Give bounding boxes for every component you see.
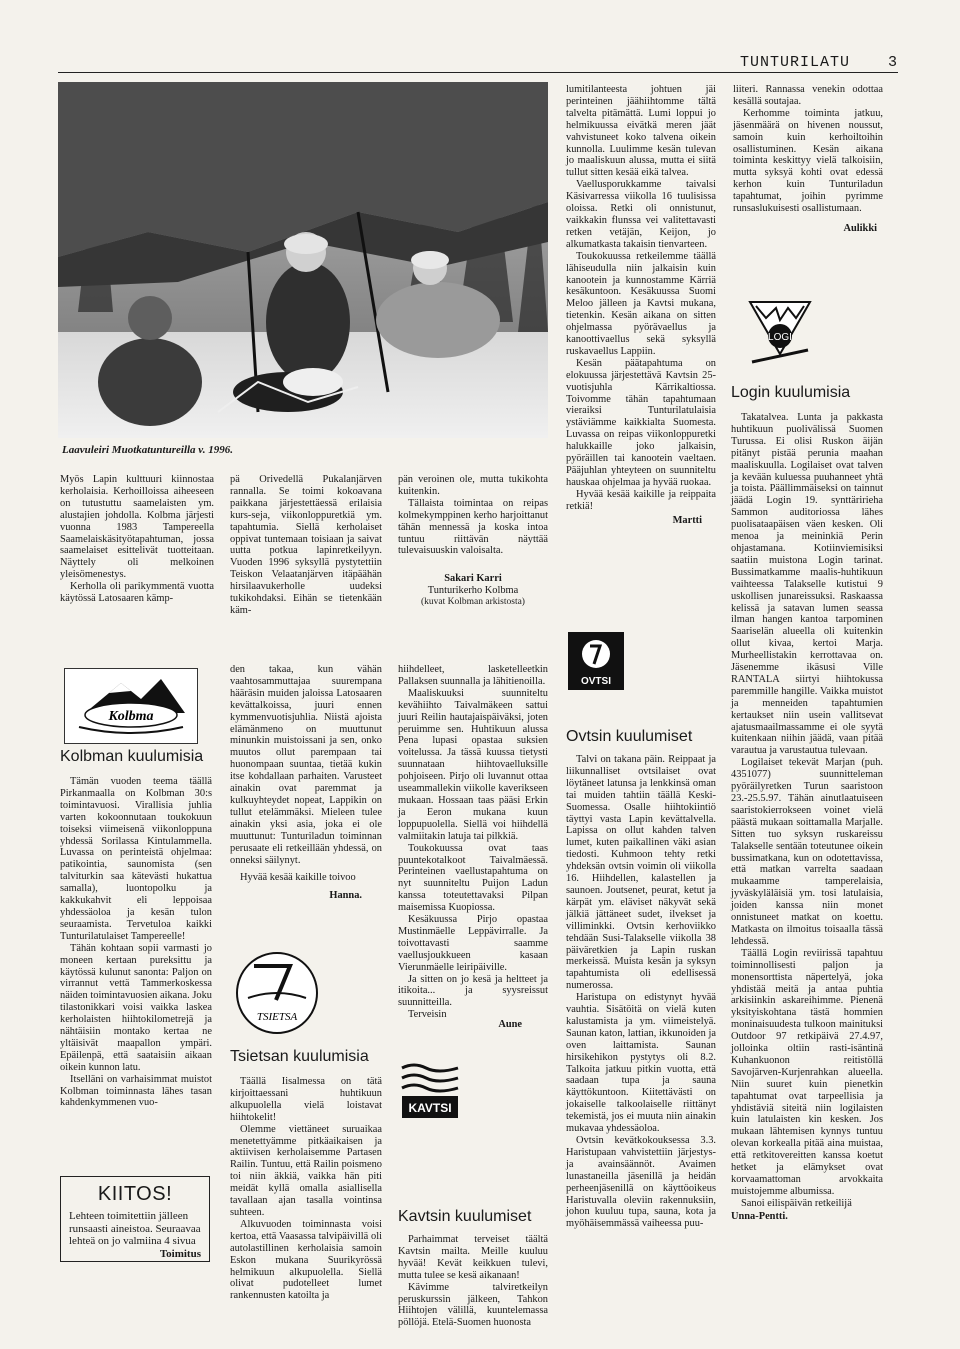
tsietsa-logo xyxy=(232,948,322,1038)
kolbma-heading: Kolbman kuulumisia xyxy=(60,748,204,765)
login-logo-icon xyxy=(742,296,818,368)
intro-column-1 xyxy=(60,474,214,605)
article-paragraph: Itselläni on varhaisimmat muistot Kolbman toiminnasta lähes tasan kahdenkymmenen vuo- xyxy=(60,1073,212,1109)
tsietsa-heading: Tsietsan kuulumisia xyxy=(230,1048,369,1065)
article-paragraph: Alkuvuoden toiminnasta voisi kertoa, että Vaasassa talvipäivillä oli autolastillinen kerholaisia samoin Eskon mukana Suurikyrössä helmikuun alkupuolella. Siellä olivat pudotelleet lumet rankennusten katoilta ja xyxy=(230,1218,382,1302)
publication-title: TUNTURILATU xyxy=(739,54,850,71)
intro-signature-title: Tunturikerho Kolbma xyxy=(427,585,519,597)
article-paragraph: lumitilanteesta johtuen jäi perinteinen jäähiihtomme tältä talvelta pitämättä. Lumi loppui jo helmikuussa eivätkä meren jäät vahvistuneet koko talvena oikein kunnolla. Luulimme kesän tulevan jo maaliskuun alussa, mutta ei siitä tullut sitten kesää eikä talvea. xyxy=(566,84,716,179)
intro-column-2 xyxy=(230,474,382,617)
kiitos-signature: Toimitus xyxy=(159,1247,201,1260)
intro-column-3 xyxy=(398,474,548,609)
article-signature: Hanna. xyxy=(329,890,362,902)
article-paragraph: Ja sitten on jo kesä ja heltteet ja itikoita... ja syysreissut suunnitteilla. xyxy=(398,973,548,1009)
article-paragraph: Kerhomme toiminta jatkuu, jäsenmäärä on hivenen noussut, samoin kuin kerhoiltoihin osallistuminen. Kesän aikana toiminta keskittyy vielä talkoisiin, mutta syksyä kohti ovat edessä kerhon kuin Tunturiladun tapahtumat, joihin pyrimme runsaslukuisesti osallistumaan. xyxy=(733,107,883,215)
kavtsi-logo-icon xyxy=(398,1060,462,1122)
article-signature: Unna-Pentti. xyxy=(731,1210,788,1222)
article-paragraph: Kesän päätapahtuma on elokuussa järjestettävä Kavtsin 25-vuotisjuhla Kärrikaltiossa. Toivomme tähän tapahtumaan vieraiksi Tunturilatulaisia ystäviämme kaikkialta Suomesta. Luvassa on reipas viikonloppuretki halukkaille joko jalkaisin, pyöräillen tai kanootein vaeltaen. Pääjuhlan yhteyteen on suunniteltu hauskaa ohjelmaa ja hyvää ruokaa. xyxy=(566,357,716,488)
article-paragraph: Toukokuussa ovat taas puuntekotalkoot Taivalmäessä. Perinteinen vaellustapahtuma on nyt suunniteltu Puijon Ladun kanssa toteutettavaksi Pilpan maisemissa Kuopiossa. xyxy=(398,842,548,914)
login-article xyxy=(731,412,883,1223)
article-paragraph: Tämän vuoden teema täällä Pirkanmaalla on Kolbman 30:s toimintavuosi. Virallisia juhlia varten kokoonnutaan toukokuun toiseksi viimeisenä viikonloppuna yhdessä Sorilassa Kintulammella. Luvassa on perinteistä ohjelmaa: patikointia, saunomista (sen talviturkin saa kätevästi hukattua samalla), luontopolku ja kakkukahvit eli leppoisaa yhdessäoloa ja kesän tulon seuraamista. Tervetuloa kaikki Tunturilatulaiset Tampereelle! xyxy=(60,776,212,942)
article-paragraph: hiihdelleet, lasketelleetkin Pallaksen suunnalla ja lähitienoilla. xyxy=(398,664,548,687)
photo-credit: (kuvat Kolbman arkistosta) xyxy=(421,597,525,608)
article-paragraph: Hyvää kesää kaikille ja reippaita retkiä! xyxy=(566,488,716,512)
article-paragraph: den takaa, kun vähän vaahtosammuttajaa suurempana hääräsin muiden jaloissa Latosaaren kevättalkoissa, juuri ennen kymmenvuotisjuhlia. Niistä ajoista elämänmeno on muuttunut minunkin muistoissani ja sen, onko muutos ollut parempaan tai huonompaan suuntaa, tietää kukin itse kohdallaan parhaiten. Varusteet ainakin ovat paremmat ja kulkuyhteydet nopeat, Lappikin on tullut etelämmäksi. Mieleen tulee ainakin yksi asia, joka ei ole muuttunut: Tunturiladun toiminnan perusaate eli retkeillään yhdessä, on onneksi säilynyt. xyxy=(230,664,382,866)
article-signature: Aune xyxy=(498,1019,522,1031)
ovtsi-continued-column xyxy=(733,84,883,235)
photo-caption: Laavuleiri Muotkatuntureilla v. 1996. xyxy=(62,444,234,456)
kiitos-heading: KIITOS! xyxy=(97,1183,173,1205)
intro-paragraph: pän veroinen ole, mutta tukikohta kuitenkin. xyxy=(398,474,548,497)
article-paragraph: Talvi on takana päin. Reippaat ja liikunnalliset ovtsilaiset ovat löytäneet latunsa ja lenkkinsä oman tai muiden tahtiin täällä Keski-Suomessa. Osalle hiihtokiintiö täyttyi vasta Lapin kevättalvella. Lapissa on ollut kahden talven lumet, kuten paikallinen väki asian tiedosti. Kuhmoon tehty retki yhdeksän ovtsin voimin oli viikolla 16. Hiihdellen, kalastellen ja saunoen. Joutsenet, peurat, ketut ja kärpät ym. eläviset näkyvät sekä jälkiä jättäneet sudet, ilvekset ja villiminkki. Ovtsin kerhoviikko tehdään Susi-Talakselle viikolla 38 päiväretkien ja Lapin ruskan merkeissä. Muista kesän ja syksyn tapahtumista oli edellisessä numerossa. xyxy=(566,754,716,992)
article-paragraph: Täällä Iisalmessa on tätä kirjoittaessani huhtikuun alkupuolella vielä loistavat hiihtokelit! xyxy=(230,1076,382,1123)
article-signature: Martti xyxy=(672,514,702,526)
intro-signature-name: Sakari Karri xyxy=(444,573,502,585)
kavtsi-continued-column xyxy=(566,84,716,527)
intro-paragraph: Tällaista toimintaa on reipas kolmekymppinen kerho harjoittanut tähän mennessä ja koska intoa tuntuu riittävän näyttää tulevaisuuskin valoisalta. xyxy=(398,497,548,557)
article-paragraph: Hyvää kesää kaikille toivoo xyxy=(240,872,356,884)
article-paragraph: Takatalvea. Lunta ja pakkasta huhtikuun puolivälissä Suomen Turussa. Ei olisi Ruskon äijän pitänyt pistää perunia maahan maaliskuulla. Logilaiset ovat talven ja kevään kuluessa puuhanneet yhtä ja toista. Päällimmäiseksi on tainnut jäädä Login 19. synttäririeha Sammon auditoriossa lähes puolisataapäisen väen kesken. Oli menoa ja meininkiä Perin ohjastamana. Kotiinviemisiksi saatiin muistona Login tarinat. Bussimatkamme maalis-huhtikuun vaihteessa Talakselle kutistui 9 uskollisen junareissuksi. Raskaassa kelissä ja satavan lumen seassa ilman hangen kantoa tarpominen Saariselän alueella oli kuitenkin ollut kivaa, kertoi Marja. Murheellistakin kerrottavaa on. Jäsenemme ikäsusi Ville RANTALA siirtyi hiihtokussa paremmille hangille. Vaikka muistot ja menneiden tapahtumien kertaukset niin usein vallitsevat ajatusmaailmassamme ei ole syytä kuitenkaan niihin jäädä, vaan pitää varautua ja varustautua tulevaan. xyxy=(731,412,883,757)
article-paragraph: Logilaiset tekevät Marjan (puh. 4351077) suunnitteleman pyöräilyretken Turun saaristoon 23.-25.5.97. Tähän ainutlaatuiseen saaristokierrokseen voinet vielä päästä mukaan soittamalla Marjalle. Sitten tuo syksyn ruskareissu Talakselle sentään toteutunee oikein bussimatkana, kun on odotettavissa, että matkan varrelta saadaan mukaamme tamperelaisia, jyväskyläläisiä ym. tosi latulaisia, joiden kanssa niin monet onnistuneet matkat on koettu. Matkasta on ilmoitus toisaalla tässä lehdessä. xyxy=(731,757,883,947)
kolbma-logo-text: Kolbma xyxy=(108,709,154,724)
kavtsi-logo xyxy=(398,1060,462,1122)
intro-paragraph: Kerholla oli parikymmentä vuotta käytössä Latosaaren kämp- xyxy=(60,581,214,605)
article-paragraph: Vaellusporukkamme taivalsi Käsivarressa viikolla 16 tuulisissa oloissa. Retki oli onnistunut, vaikkakin flunssa vei valitettavasti retken vetäjän, Keijon, jo alkumatkasta takaisin tienvarteen. xyxy=(566,179,716,250)
kavtsi-logo-text: KAVTSI xyxy=(408,1101,452,1115)
kolbma-article xyxy=(60,776,212,1109)
page-number: 3 xyxy=(887,54,898,71)
article-paragraph: Toukokuussa retkeilemme täällä lähiseudulla niin jalkaisin kuin kanootein ja kunnostamme Kärriä kesäkuntoon. Kesäkuussa Suomi Meloo jälleen ja Kavtsi mukana, tietenkin. Kesän aikana on sitten ohjelmassa pyörävaellus ja kanoottivaellus sekä syksyllä ruskavaellus Lappiin. xyxy=(566,250,716,357)
ovtsi-heading: Ovtsin kuulumiset xyxy=(566,728,693,745)
article-paragraph: Kävimme talviretkeilyn peruskurssin jälkeen, Tahkon Hiihtojen välillä, kuuntelemassa pöllöjä. Etelä-Suomen huonosta xyxy=(398,1281,548,1329)
intro-paragraph: Myös Lapin kulttuuri kiinnostaa kerholaisia. Kerhoilloissa aiheeseen on tutustuttu saamelaisten ym. alustajien johdolla. Kolbma järjesti vuonna 1983 Tampereella Saamelaiskäsityötapahtuman, jossa saamelaiset esittelivät tuotteitaan. Näyttely oli melkoinen yleisömenestys. xyxy=(60,474,214,581)
article-paragraph: Parhaimmat terveiset täältä Kavtsin mailta. Meille kuuluu hyvää! Kevät keikkuen tulevi, mutta tulee se kesä aikanaan! xyxy=(398,1234,548,1281)
camp-photo xyxy=(58,82,548,438)
article-paragraph: liiteri. Rannassa venekin odottaa kesällä soutajaa. xyxy=(733,84,883,107)
ovtsi-logo-icon xyxy=(566,630,626,692)
intro-paragraph: pä Orivedellä Pukalanjärven rannalla. Se toimi kokoavana paikkana järjestettäessä erilaisia kurs-seja, viikonloppuretkiä ym. tapahtumia. Siellä kerholaiset oppivat tuntemaan toisiaan ja saivat uutta potkua lapinretkeilyyn. Vuoden 1996 syksyllä pystytettiin Teiskon Velaatanjärven itäpäähän hirsilaavukerholle uudeksi tukikohdaksi. Eihän se tietenkään käm- xyxy=(230,474,382,616)
tsietsa-continued xyxy=(398,664,548,1031)
article-paragraph: Täällä Login reviirissä tapahtuu toiminnollisesti paljon ja monensorttista näpertelyä, joka yhdistää meitä ja antaa puhtia arkisiinkin askareihimme. Pienenä yksityiskohtana tästä hommien moninaisuudesta tulkoon mainituksi Outdoor 97 retkipäivä 27.4.97, jolloinka oltiin rasti-isäntinä Kuhankuonon reitistöllä Savojärven-Kurjenrahkan alueella. Niin suuret kuin pienetkin tapahtumat ovat tarpeellisia ja yhdistäviä siteitä niin logilaisten kuin latulaisten kin kesken. Jos mukaan lähtemisen kynnys tuntuu olevan korkealla pitää aina muistaa, että retkitovereitten kanssa koetut hetket ja elämykset ovat korvaamattoman arvokkaita muistojemme albumissa. xyxy=(731,947,883,1197)
article-paragraph: Ovtsin kevätkokouksessa 3.3. Haristupaan vahvistettiin järjestys- ja avainsäännöt. Avaimen lunastaneilla jäsenillä ja heidän perheenjäsenillä on käyttöoikeus Haristuvalla oleviin rakennuksiin, johon kuuluu tupa, sauna, kota ja myöhäisemmässä vaiheessa puu- xyxy=(566,1135,716,1230)
kavtsi-heading: Kavtsin kuulumiset xyxy=(398,1208,532,1225)
page-header xyxy=(740,54,898,71)
kiitos-box xyxy=(60,1176,210,1262)
article-signature: Aulikki xyxy=(843,222,877,234)
kiitos-text: Lehteen toimitettiin jälleen runsaasti aineistoa. Seuraavaa lehteä on jo valmiina 4 sivua xyxy=(69,1210,201,1247)
ovtsi-logo-text: OVTSI xyxy=(580,676,612,687)
lean-to-tent-photo xyxy=(58,82,548,438)
article-paragraph: Kesäkuussa Pirjo opastaa Mustinmäelle Leppävirralle. Ja toivottavasti saamme vaellusjoukkueen kasaan Vierunmäelle leiripäiville. xyxy=(398,914,548,973)
login-heading: Login kuulumisia xyxy=(731,384,851,401)
article-paragraph: Tähän kohtaan sopii varmasti jo moneen kertaan pureksittu ja käytössä kulunut sanonta: Paljon on virrannut vettä Tammerkoskessa näiden toimintavuosien aikana. Joku tilastonikkari voisi vaikka laskea kerholaisten hiihtokilometrejä ja nähtäisiin montako kertaa ne yltäisivät maapallon ympäri. Epäilenpä, että saataisiin aikaan oikein kunnon latu. xyxy=(60,942,212,1073)
kolbma-continued xyxy=(230,664,382,902)
article-paragraph: Maaliskuuksi suunniteltu kevähiihto Taivalmäkeen sattui juuri Reilin hautajaispäiväksi, joten peruimme sen. Huhtikuun alussa Pena lupasi opastaa suksien voitelussa. Ja tässä kuussa tietysti suunnataan hiihtovaelluksille pohjoiseen. Pirjo oli luvannut ottaa useammallekin viikolle kaverikseen mukaan. Hossaan taas pääsi Erkin ja Eeron mukana kuun loppupuolella. Siellä voi hiihdellä valmiitakin latuja tai pilkkiä. xyxy=(398,687,548,842)
login-logo xyxy=(742,296,818,368)
kavtsi-article xyxy=(398,1234,548,1329)
ovtsi-article xyxy=(566,754,716,1230)
article-paragraph: Sanoi eilispäivän retkeilijä xyxy=(741,1197,852,1209)
tsietsa-logo-text: TSIETSA xyxy=(256,1011,298,1023)
kolbma-logo-icon xyxy=(65,669,197,743)
ovtsi-logo xyxy=(566,630,626,692)
tsietsa-logo-icon xyxy=(232,948,322,1038)
login-logo-text: LOGI xyxy=(768,332,792,343)
tsietsa-article xyxy=(230,1076,382,1302)
kolbma-logo xyxy=(64,668,198,744)
article-paragraph: Haristupa on edistynyt hyvää vauhtia. Sisätöitä on vielä kuten kalustamista ja ym. viimeistelyä. Saunan katon, lattian, ikkunoiden ja oven laittamista. Saunan hirsikehikon pystytys oli 8.2. Talkoita jatkuu pitkin vuotta, että saadaan tupa ja sauna käyttökuntoon. Kiitettävästi on jokaiselle talkoolaiselle riittänyt tekemistä, jos ei muuta niin ainakin mukavaa yhdessäoloa. xyxy=(566,992,716,1135)
header-rule xyxy=(58,72,898,73)
article-paragraph: Terveisin xyxy=(408,1009,447,1021)
article-paragraph: Olemme viettäneet suruaikaa menetettyämme pitkäaikaisen ja aktiivisen kerholaisemme Partasen Railin. Tuntuu, että Railin poismeno toi niin äkkiä, vaikka hän piti meidät kyllä omalla asiallisella tavallaan ajan tasalla vointinsa suhteen. xyxy=(230,1123,382,1218)
